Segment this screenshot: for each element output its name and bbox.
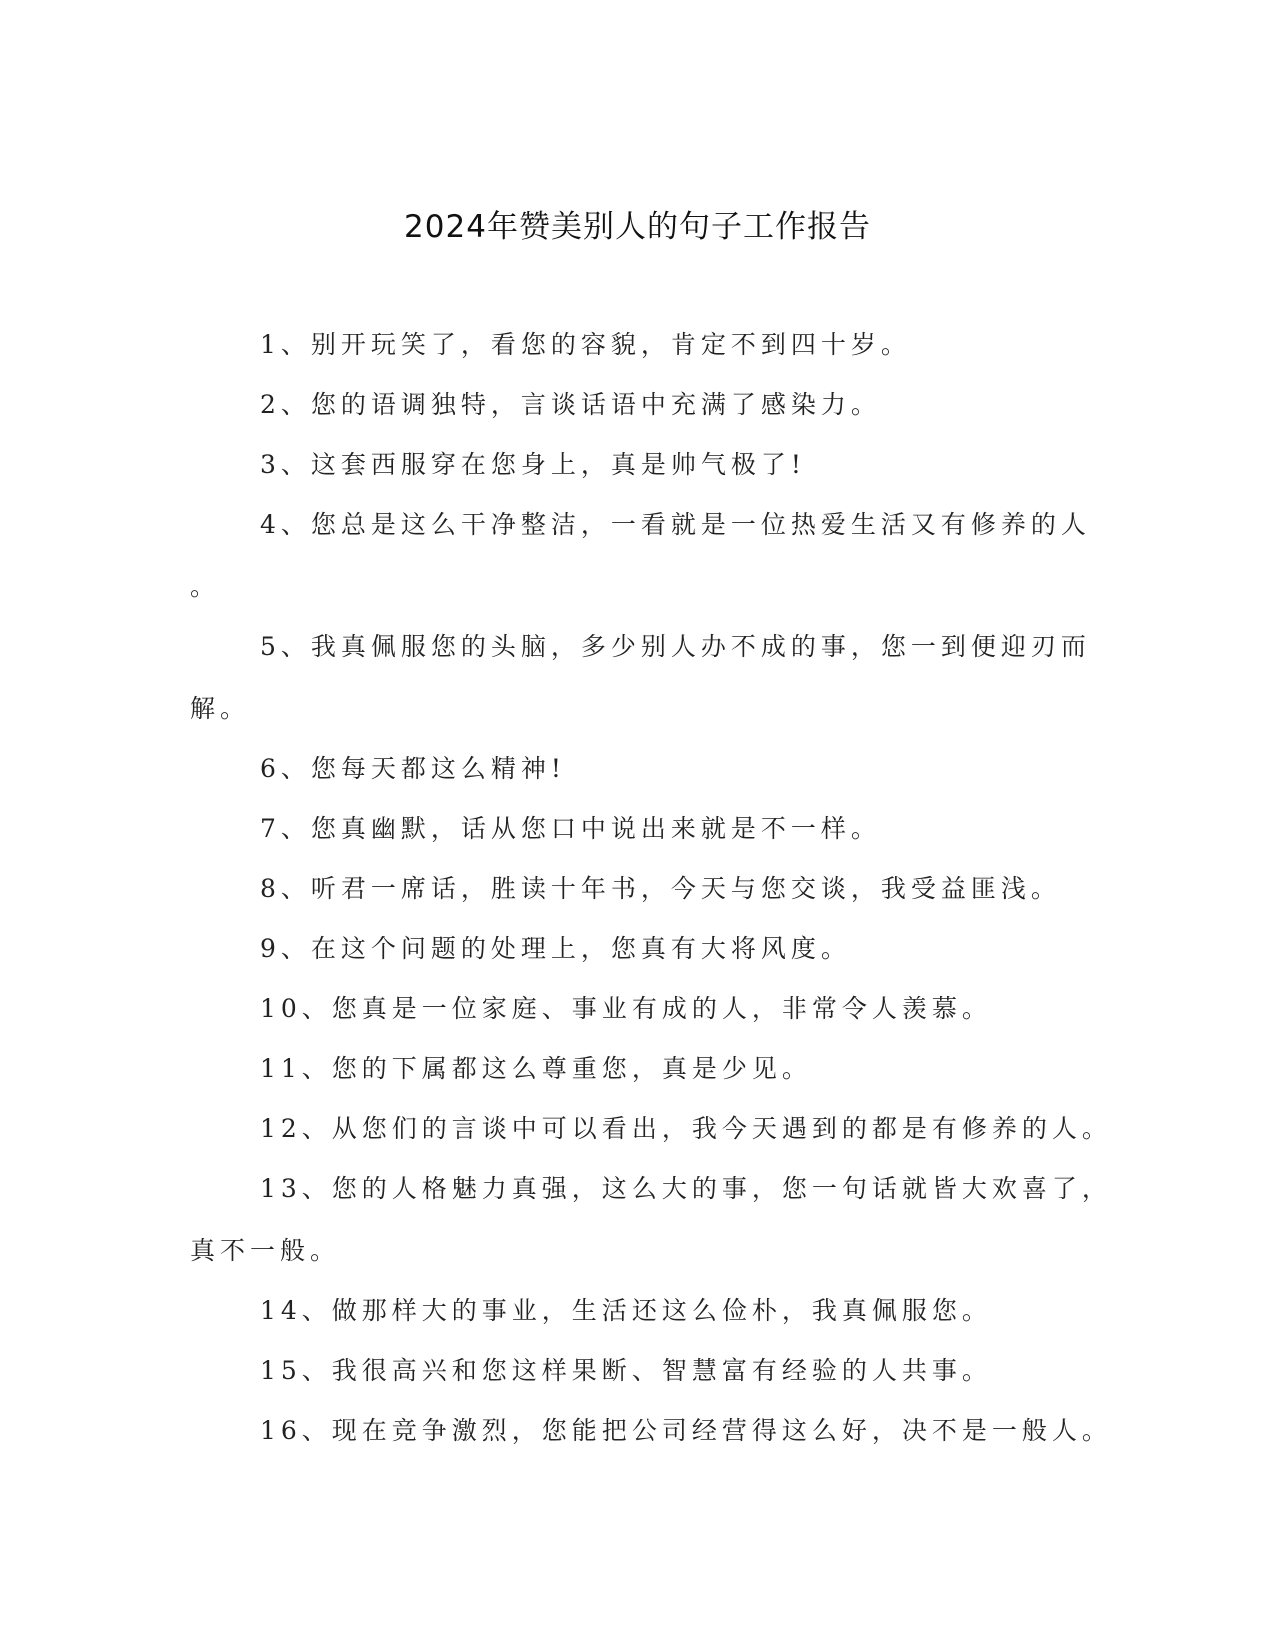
item-text: 5、我真佩服您的头脑，多少别人办不成的事，您一到便迎刃而 [260, 632, 1091, 661]
list-item [190, 384, 1070, 426]
item-text: 8、听君一席话，胜读十年书，今天与您交谈，我受益匪浅。 [260, 874, 1061, 903]
item-text: 4、您总是这么干净整洁，一看就是一位热爱生活又有修养的人 [260, 510, 1091, 539]
list-item [190, 1290, 1070, 1332]
item-text: 11、您的下属都这么尊重您，真是少见。 [260, 1054, 812, 1083]
list-item [190, 626, 1091, 730]
list-item [190, 1168, 1112, 1272]
list-item [190, 748, 1070, 790]
list-item [190, 868, 1070, 910]
item-text: 3、这套西服穿在您身上，真是帅气极了! [260, 450, 806, 479]
item-text: 6、您每天都这么精神! [260, 754, 566, 783]
list-item [190, 504, 1091, 608]
list-item [190, 1048, 1070, 1090]
document-title: 2024年赞美别人的句子工作报告 [404, 209, 871, 245]
item-text: 16、现在竞争激烈，您能把公司经营得这么好，决不是一般人。 [260, 1416, 1112, 1445]
list-item [190, 1350, 1070, 1392]
item-text: 7、您真幽默，话从您口中说出来就是不一样。 [260, 814, 881, 843]
item-text: 15、我很高兴和您这样果断、智慧富有经验的人共事。 [260, 1356, 992, 1385]
list-item [190, 1410, 1112, 1452]
list-item [190, 1108, 1112, 1150]
item-text: 13、您的人格魅力真强，这么大的事，您一句话就皆大欢喜了， [260, 1174, 1112, 1203]
item-continuation: 真不一般。 [190, 1236, 341, 1265]
list-item [190, 324, 1070, 366]
list-item [190, 988, 1070, 1030]
item-text: 10、您真是一位家庭、事业有成的人，非常令人羡慕。 [260, 994, 992, 1023]
list-item [190, 808, 1070, 850]
item-text: 9、在这个问题的处理上，您真有大将风度。 [260, 934, 851, 963]
item-text: 12、从您们的言谈中可以看出，我今天遇到的都是有修养的人。 [260, 1114, 1112, 1143]
item-text: 2、您的语调独特，言谈话语中充满了感染力。 [260, 390, 881, 419]
list-item [190, 444, 1070, 486]
item-text: 1、别开玩笑了，看您的容貌，肯定不到四十岁。 [260, 330, 911, 359]
item-text: 14、做那样大的事业，生活还这么俭朴，我真佩服您。 [260, 1296, 992, 1325]
list-item [190, 928, 1070, 970]
document-body [190, 324, 1112, 1470]
item-continuation: 。 [190, 572, 221, 601]
item-continuation: 解。 [190, 694, 251, 723]
